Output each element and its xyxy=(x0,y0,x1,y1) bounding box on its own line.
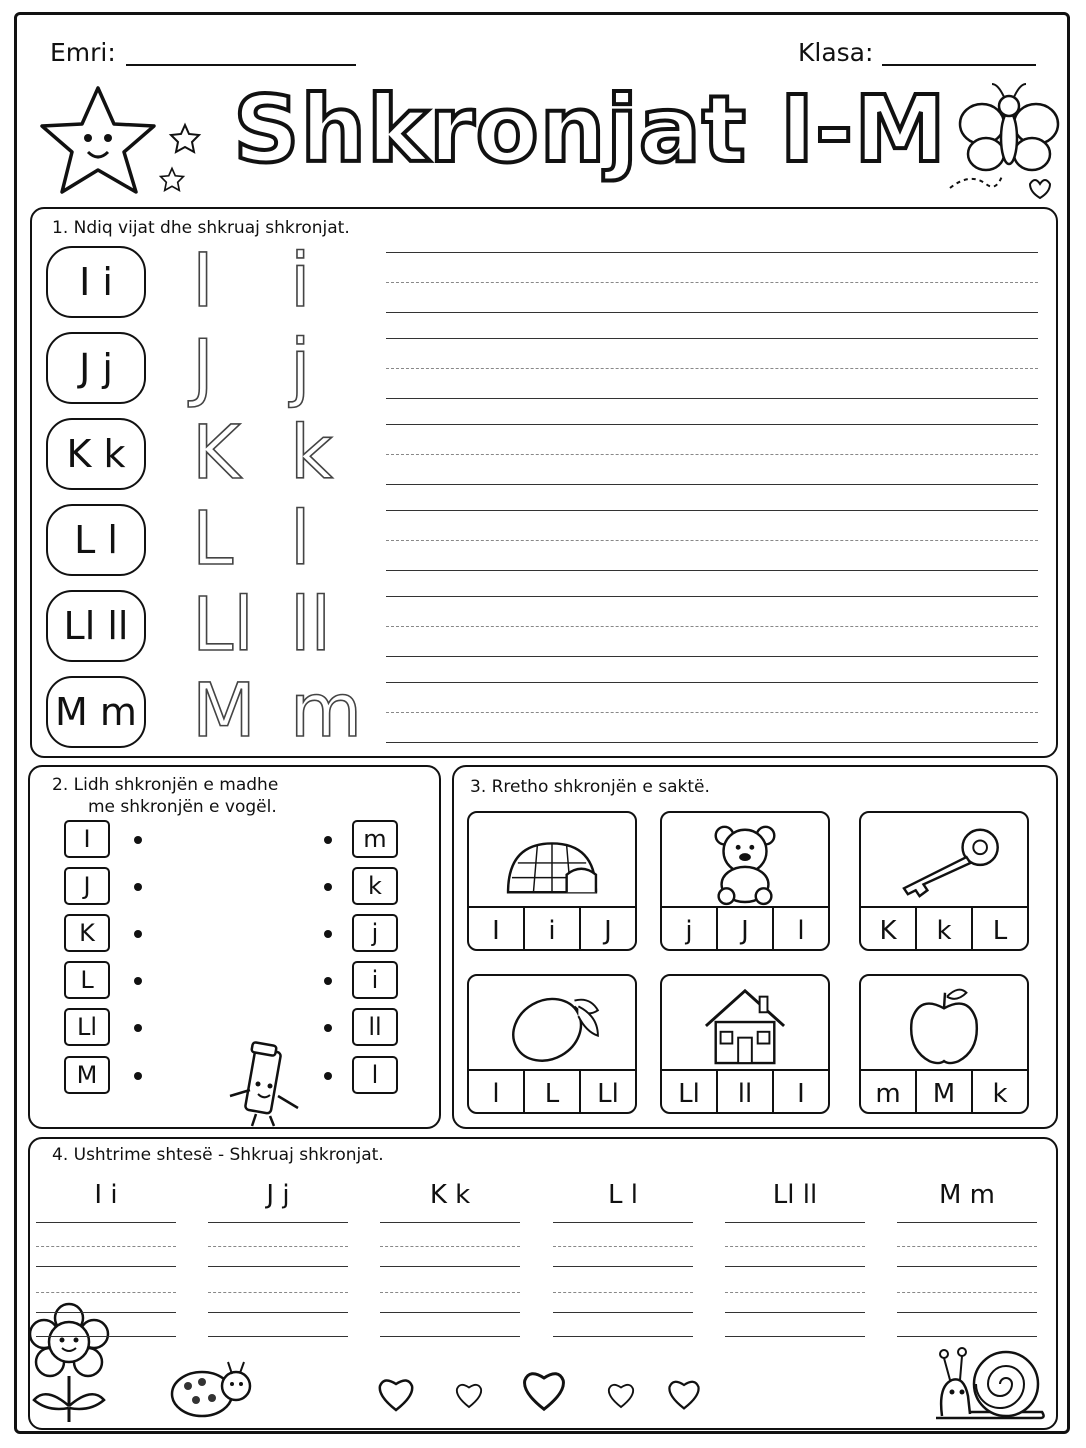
letter-options xyxy=(662,906,828,951)
practice-line[interactable] xyxy=(725,1312,865,1313)
letter-pair-badge: I i xyxy=(46,246,146,318)
section-2-title-line1: 2. Lidh shkronjën e madhe xyxy=(52,775,279,795)
letter-pair-badge: Ll ll xyxy=(46,590,146,662)
heart-icon xyxy=(454,1380,484,1410)
practice-letter-heading: Ll ll xyxy=(772,1180,818,1210)
butterfly-icon xyxy=(930,76,1070,206)
practice-line[interactable] xyxy=(897,1292,1037,1293)
page-title: Shkronjat I-M xyxy=(233,76,947,183)
letter-option[interactable]: M xyxy=(917,1071,973,1114)
letter-option[interactable]: k xyxy=(992,1078,1008,1109)
match-uppercase-box: L xyxy=(64,961,110,999)
writing-line[interactable] xyxy=(386,712,1038,713)
teddy-bear-icon xyxy=(662,813,828,908)
lemon-icon xyxy=(469,976,635,1071)
match-uppercase-box: I xyxy=(64,820,110,858)
match-dot-right[interactable] xyxy=(324,977,332,985)
trace-uppercase: J xyxy=(192,324,214,410)
heart-icon xyxy=(376,1374,416,1414)
letter-pair-badge: J j xyxy=(46,332,146,404)
letter-pair-badge: K k xyxy=(46,418,146,490)
class-field[interactable] xyxy=(882,64,1036,66)
practice-line[interactable] xyxy=(725,1292,865,1293)
practice-line[interactable] xyxy=(553,1266,693,1267)
picture-card xyxy=(660,974,830,1114)
section-tracing xyxy=(30,207,1058,758)
letter-option[interactable]: I xyxy=(469,908,525,951)
practice-line[interactable] xyxy=(208,1292,348,1293)
practice-letter-heading: L l xyxy=(608,1180,638,1210)
heart-icon xyxy=(520,1366,568,1414)
practice-line[interactable] xyxy=(208,1312,348,1313)
match-uppercase-box: M xyxy=(64,1056,110,1094)
letter-options xyxy=(861,906,1027,951)
name-label: Emri: xyxy=(50,38,116,67)
letter-option[interactable]: j xyxy=(662,908,718,951)
picture-card xyxy=(660,811,830,951)
letter-option[interactable]: m xyxy=(861,1071,917,1114)
match-lowercase-box: j xyxy=(352,914,398,952)
section-4-title: 4. Ushtrime shtesë - Shkruaj shkronjat. xyxy=(52,1145,384,1165)
writing-line[interactable] xyxy=(386,510,1038,511)
letter-option[interactable]: Ll xyxy=(662,1071,718,1114)
writing-line[interactable] xyxy=(386,252,1038,253)
practice-line[interactable] xyxy=(380,1246,520,1247)
practice-line[interactable] xyxy=(553,1336,693,1337)
practice-letter-heading: M m xyxy=(938,1180,996,1210)
trace-lowercase: k xyxy=(290,410,333,496)
heart-icon xyxy=(606,1380,636,1410)
picture-card xyxy=(467,974,637,1114)
practice-line[interactable] xyxy=(208,1222,348,1223)
practice-line[interactable] xyxy=(725,1246,865,1247)
match-dot-right[interactable] xyxy=(324,1072,332,1080)
writing-line[interactable] xyxy=(386,484,1038,485)
section-3-title: 3. Rretho shkronjën e saktë. xyxy=(470,777,710,797)
practice-line[interactable] xyxy=(36,1292,176,1293)
class-label: Klasa: xyxy=(798,38,874,67)
writing-line[interactable] xyxy=(386,682,1038,683)
practice-line[interactable] xyxy=(380,1292,520,1293)
practice-line[interactable] xyxy=(380,1222,520,1223)
writing-line[interactable] xyxy=(386,656,1038,657)
star-icon xyxy=(36,80,166,200)
practice-line[interactable] xyxy=(553,1246,693,1247)
practice-letter-heading: K k xyxy=(429,1180,471,1210)
pencil-character-icon xyxy=(212,1040,312,1128)
letter-option[interactable]: l xyxy=(469,1071,525,1114)
writing-line[interactable] xyxy=(386,540,1038,541)
small-star-icon xyxy=(168,122,202,154)
letter-option[interactable]: k xyxy=(917,908,973,951)
trace-uppercase: M xyxy=(192,668,256,754)
practice-line[interactable] xyxy=(897,1336,1037,1337)
match-dot-right[interactable] xyxy=(324,930,332,938)
key-icon xyxy=(861,813,1027,908)
letter-option[interactable]: K xyxy=(861,908,917,951)
writing-line[interactable] xyxy=(386,338,1038,339)
match-dot-left[interactable] xyxy=(134,836,142,844)
section-1-title: 1. Ndiq vijat dhe shkruaj shkronjat. xyxy=(52,218,350,238)
practice-line[interactable] xyxy=(897,1246,1037,1247)
letter-option[interactable]: i xyxy=(525,908,581,951)
writing-line[interactable] xyxy=(386,596,1038,597)
practice-line[interactable] xyxy=(36,1336,176,1337)
writing-line[interactable] xyxy=(386,454,1038,455)
match-dot-left[interactable] xyxy=(134,930,142,938)
match-lowercase-box: ll xyxy=(352,1008,398,1046)
letter-options xyxy=(861,1069,1027,1114)
letter-option[interactable]: I xyxy=(797,1078,805,1109)
practice-letter-heading: I i xyxy=(94,1180,118,1210)
match-lowercase-box: i xyxy=(352,961,398,999)
house-icon xyxy=(662,976,828,1071)
practice-letter-heading: J j xyxy=(266,1180,290,1210)
heart-icon xyxy=(666,1376,702,1412)
writing-line[interactable] xyxy=(386,742,1038,743)
match-uppercase-box: J xyxy=(64,867,110,905)
picture-card xyxy=(467,811,637,951)
trace-uppercase: Ll xyxy=(192,582,254,668)
picture-card xyxy=(859,811,1029,951)
practice-line[interactable] xyxy=(725,1266,865,1267)
snail-icon xyxy=(930,1336,1050,1426)
practice-line[interactable] xyxy=(36,1312,176,1313)
letter-option[interactable]: J xyxy=(604,915,612,946)
match-uppercase-box: Ll xyxy=(64,1008,110,1046)
letter-options xyxy=(469,906,635,951)
practice-line[interactable] xyxy=(725,1222,865,1223)
writing-line[interactable] xyxy=(386,312,1038,313)
practice-line[interactable] xyxy=(36,1246,176,1247)
letter-option[interactable]: L xyxy=(992,915,1008,946)
match-lowercase-box: m xyxy=(352,820,398,858)
practice-line[interactable] xyxy=(725,1336,865,1337)
section-2-title-line2: me shkronjën e vogël. xyxy=(88,797,277,817)
practice-line[interactable] xyxy=(208,1246,348,1247)
letter-options xyxy=(469,1069,635,1114)
trace-uppercase: L xyxy=(192,496,234,582)
trace-lowercase: l xyxy=(290,496,311,582)
match-dot-left[interactable] xyxy=(134,883,142,891)
ladybug-icon xyxy=(166,1356,256,1422)
match-dot-left[interactable] xyxy=(134,977,142,985)
practice-line[interactable] xyxy=(380,1266,520,1267)
writing-line[interactable] xyxy=(386,398,1038,399)
practice-line[interactable] xyxy=(553,1222,693,1223)
writing-line[interactable] xyxy=(386,626,1038,627)
trace-uppercase: I xyxy=(192,238,214,324)
trace-lowercase: m xyxy=(290,668,363,754)
igloo-icon xyxy=(469,813,635,908)
match-dot-left[interactable] xyxy=(134,1024,142,1032)
writing-line[interactable] xyxy=(386,282,1038,283)
small-star-icon xyxy=(158,166,186,192)
trace-lowercase: ll xyxy=(290,582,332,668)
match-dot-right[interactable] xyxy=(324,1024,332,1032)
practice-line[interactable] xyxy=(897,1266,1037,1267)
practice-line[interactable] xyxy=(380,1336,520,1337)
apple-icon xyxy=(861,976,1027,1071)
practice-line[interactable] xyxy=(897,1312,1037,1313)
trace-lowercase: j xyxy=(290,324,311,410)
trace-uppercase: K xyxy=(192,410,241,496)
writing-line[interactable] xyxy=(386,368,1038,369)
letter-option[interactable]: l xyxy=(797,915,805,946)
match-dot-right[interactable] xyxy=(324,883,332,891)
practice-line[interactable] xyxy=(380,1312,520,1313)
writing-line[interactable] xyxy=(386,570,1038,571)
practice-line[interactable] xyxy=(553,1292,693,1293)
letter-pair-badge: M m xyxy=(46,676,146,748)
practice-line[interactable] xyxy=(208,1266,348,1267)
practice-line[interactable] xyxy=(208,1336,348,1337)
letter-option[interactable]: Ll xyxy=(597,1078,619,1109)
letter-options xyxy=(662,1069,828,1114)
practice-line[interactable] xyxy=(36,1266,176,1267)
writing-line[interactable] xyxy=(386,424,1038,425)
letter-pair-badge: L l xyxy=(46,504,146,576)
letter-option[interactable]: L xyxy=(525,1071,581,1114)
letter-option[interactable]: J xyxy=(718,908,774,951)
practice-line[interactable] xyxy=(897,1222,1037,1223)
match-uppercase-box: K xyxy=(64,914,110,952)
picture-card xyxy=(859,974,1029,1114)
match-dot-left[interactable] xyxy=(134,1072,142,1080)
letter-option[interactable]: ll xyxy=(718,1071,774,1114)
match-lowercase-box: k xyxy=(352,867,398,905)
match-dot-right[interactable] xyxy=(324,836,332,844)
trace-lowercase: i xyxy=(290,238,311,324)
flower-icon xyxy=(26,1300,112,1424)
practice-line[interactable] xyxy=(36,1222,176,1223)
match-lowercase-box: l xyxy=(352,1056,398,1094)
name-field[interactable] xyxy=(126,64,356,66)
practice-line[interactable] xyxy=(553,1312,693,1313)
